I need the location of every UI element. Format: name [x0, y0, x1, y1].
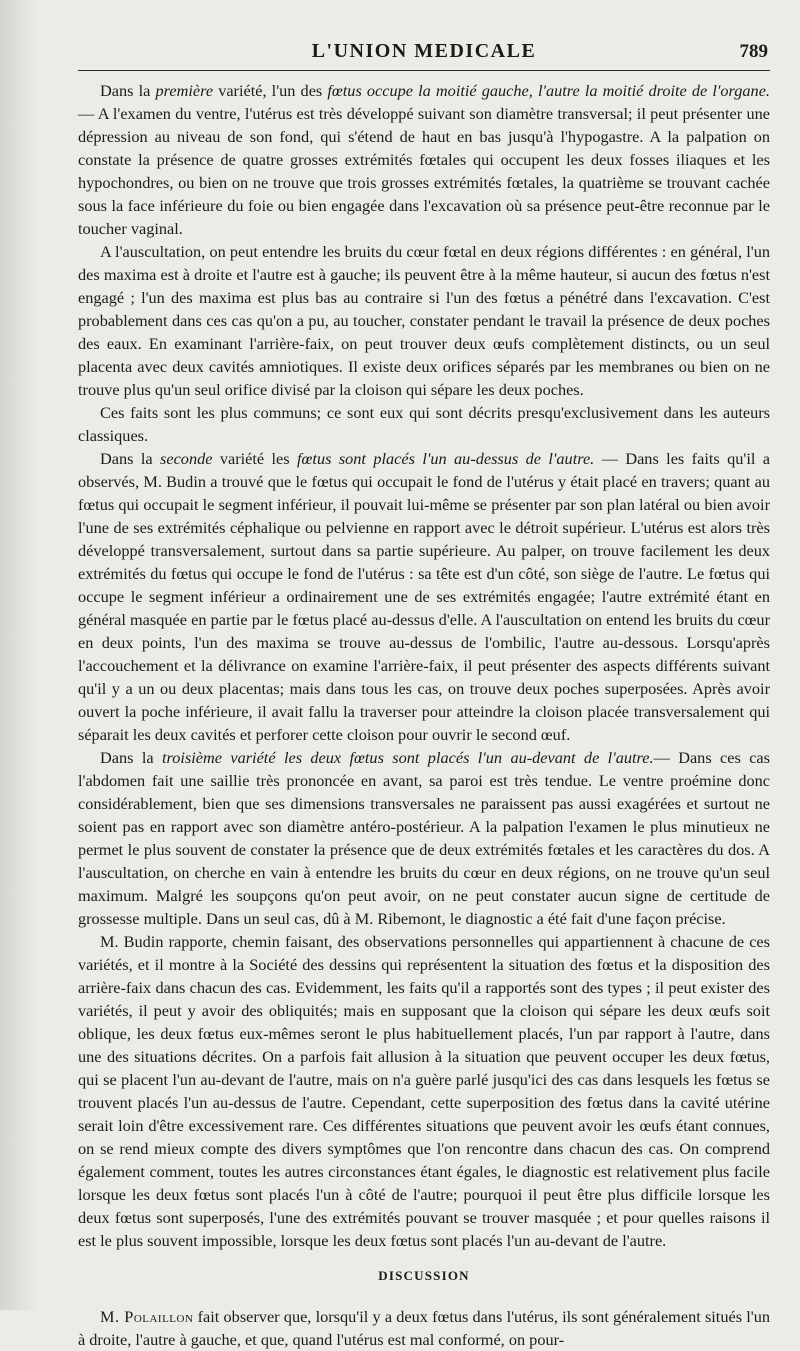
emphasis-text: seconde	[160, 449, 213, 468]
paragraph-text: — Dans ces cas l'abdomen fait une saillie très prononcée en avant, sa paroi est très tendue. Le ventre proémine donc considérablement, bien que ses dimensions transversales ne paraissent pas aussi exagérées et surtout ne soient pas en rapport avec son diamètre antéro-postérieur. A la palpation l'examen le plus minutieux ne permet le plus souvent de constater la présence que de deux extrémités fœtales et les caractères du dos. A l'auscultation, on cherche en vain à entendre les bruits du cœur en deux régions, on ne trouve qu'un seul maximum. Malgré les soupçons qu'on peut avoir, on ne peut constater aucun signe de certitude de grossesse multiple. Dans un seul cas, dû à M. Ribemont, le diagnostic a été fait d'une façon précise.	[78, 748, 770, 928]
paragraph-text: Dans la	[100, 449, 161, 468]
paragraph-second-variety	[78, 447, 770, 746]
paragraph-text: Dans la	[100, 748, 162, 767]
page-edge-shadow	[0, 0, 40, 1310]
paragraph-text: variété les	[212, 449, 298, 468]
paragraph-text: Dans la	[100, 81, 156, 100]
paragraph-text: — A l'examen du ventre, l'utérus est très développé suivant son diamètre transversal; il peut présenter une dépression au niveau de son fond, qui s'étend de haut en bas jusqu'à l'hypogastre. A la palpation on constate la présence de quatre grosses extrémités fœtales qui occupent les deux fosses iliaques et les hypochondres, ou bien on ne trouve que trois grosses extrémités fœtales, la quatrième se trouvant cachée sous la face inférieure du foie ou bien engagée dans l'excavation où sa présence peut-être reconnue par le toucher vaginal.	[78, 104, 770, 238]
paragraph-first-variety	[78, 79, 770, 240]
emphasis-text: troisième variété les deux fœtus sont placés l'un au-devant de l'autre.	[161, 748, 654, 767]
emphasis-text: première	[155, 81, 214, 100]
page-number: 789	[739, 41, 768, 62]
paragraph-discussion	[78, 1305, 770, 1351]
speaker-name: M. Polaillon	[100, 1307, 194, 1326]
article-body	[78, 79, 770, 1351]
paragraph-text: fait observer que, lorsqu'il y a deux fœtus dans l'utérus, ils sont généralement situés l'un à droite, l'autre à gauche, et que, quand l'utérus est mal conformé, on pour-	[78, 1307, 770, 1349]
paragraph-third-variety	[78, 746, 770, 930]
paragraph-budin-report: M. Budin rapporte, chemin faisant, des observations personnelles qui appartiennent à chacune de ces variétés, et il montre à la Société des dessins qui représentent la situation des fœtus et la disposition des arrière-faix dans chacun des cas. Evidemment, les faits qu'il a rapportés sont des types ; il peut exister des variétés, il peut y avoir des obliquités; mais en supposant que la cloison qui sépare les deux œufs soit oblique, les deux fœtus eux-mêmes seront le plus habituellement placés, l'un par rapport à l'autre, dans une des situations décrites. On a parfois fait allusion à la situation que peuvent occuper les deux fœtus, qui se placent l'un au-devant de l'autre, mais on n'a guère parlé jusqu'ici des cas dans lesquels les fœtus se trouvent placés l'un au-dessus de l'autre. Cependant, cette superposition des fœtus dans la cavité utérine serait loin d'être excessivement rare. Ces différentes situations que peuvent avoir les œufs étant connues, on se rend mieux compte des divers symptômes que l'on rencontre dans chacun des cas. On comprend également comment, toutes les autres circonstances étant égales, le diagnostic est relativement plus facile lorsque les deux fœtus sont placés l'un à côté de l'autre; pourquoi il peut être plus difficile lorsque les deux fœtus sont superposés, l'une des extrémités pouvant se trouver masquée ; et pour quelles raisons il est le plus souvent impossible, lorsque les deux fœtus sont placés l'un au-devant de l'autre.	[78, 932, 770, 1250]
emphasis-text: fœtus sont placés l'un au-dessus de l'autre.	[297, 449, 595, 468]
paragraph-common-facts: Ces faits sont les plus communs; ce sont eux qui sont décrits presqu'exclusivement dans les auteurs classiques.	[78, 403, 770, 445]
paragraph-text: variété, l'un des	[213, 81, 328, 100]
journal-title: L'UNION MEDICALE	[311, 40, 537, 62]
running-header	[78, 36, 770, 71]
paragraph-text: — Dans les faits qu'il a observés, M. Budin a trouvé que le fœtus qui occupait le fond de l'utérus y était placé en travers; quant au fœtus qui occupait le segment inférieur, il pouvait lui-même se présenter par son plan latéral ou bien avoir l'une de ses extrémités céphalique ou pelvienne en rapport avec le détroit supérieur. L'utérus est alors très développé transversalement, surtout dans sa partie supérieure. Au palper, on trouve facilement les deux extrémités du fœtus qui occupe le fond de l'utérus : sa tête est d'un côté, son siège de l'autre. Le fœtus qui occupe le segment inférieur a ordinairement une de ses extrémités engagée; l'autre extrémité étant en général masquée en partie par le fœtus placé au-dessus d'elle. A l'auscultation on entend les bruits du cœur en deux points, l'un des maxima se trouve au-dessus de l'ombilic, l'autre au-dessous. Lorsqu'après l'accouchement et la délivrance on examine l'arrière-faix, il peut présenter des aspects différents suivant qu'il y a un ou deux placentas; mais dans tous les cas, on trouve deux poches superposées. Après avoir ouvert la poche inférieure, il avait fallu la traverser pour atteindre la cloison placée transversalement qui séparait les deux cavités et perforer cette cloison pour ouvrir le second œuf.	[78, 449, 770, 744]
emphasis-text: fœtus occupe la moitié gauche, l'autre la moitié droite de l'organe.	[327, 81, 770, 100]
discussion-heading: DISCUSSION	[378, 1268, 470, 1283]
paragraph-auscultation: A l'auscultation, on peut entendre les bruits du cœur fœtal en deux régions différentes : en général, l'un des maxima est à droite et l'autre est à gauche; ils peuvent être à la même hauteur, si aucun des fœtus n'est engagé ; l'un des maxima est plus bas au contraire si l'un des fœtus a pénétré dans l'excavation. C'est probablement dans ces cas qu'on a pu, au toucher, constater pendant le travail la présence de deux poches des eaux. En examinant l'arrière-faix, on peut trouver deux œufs complètement distincts, ou un seul placenta avec deux cavités amniotiques. Il existe deux orifices séparés par les membranes ou bien on ne trouve plus qu'un seul orifice divisé par la cloison qui sépare les deux poches.	[78, 242, 770, 399]
